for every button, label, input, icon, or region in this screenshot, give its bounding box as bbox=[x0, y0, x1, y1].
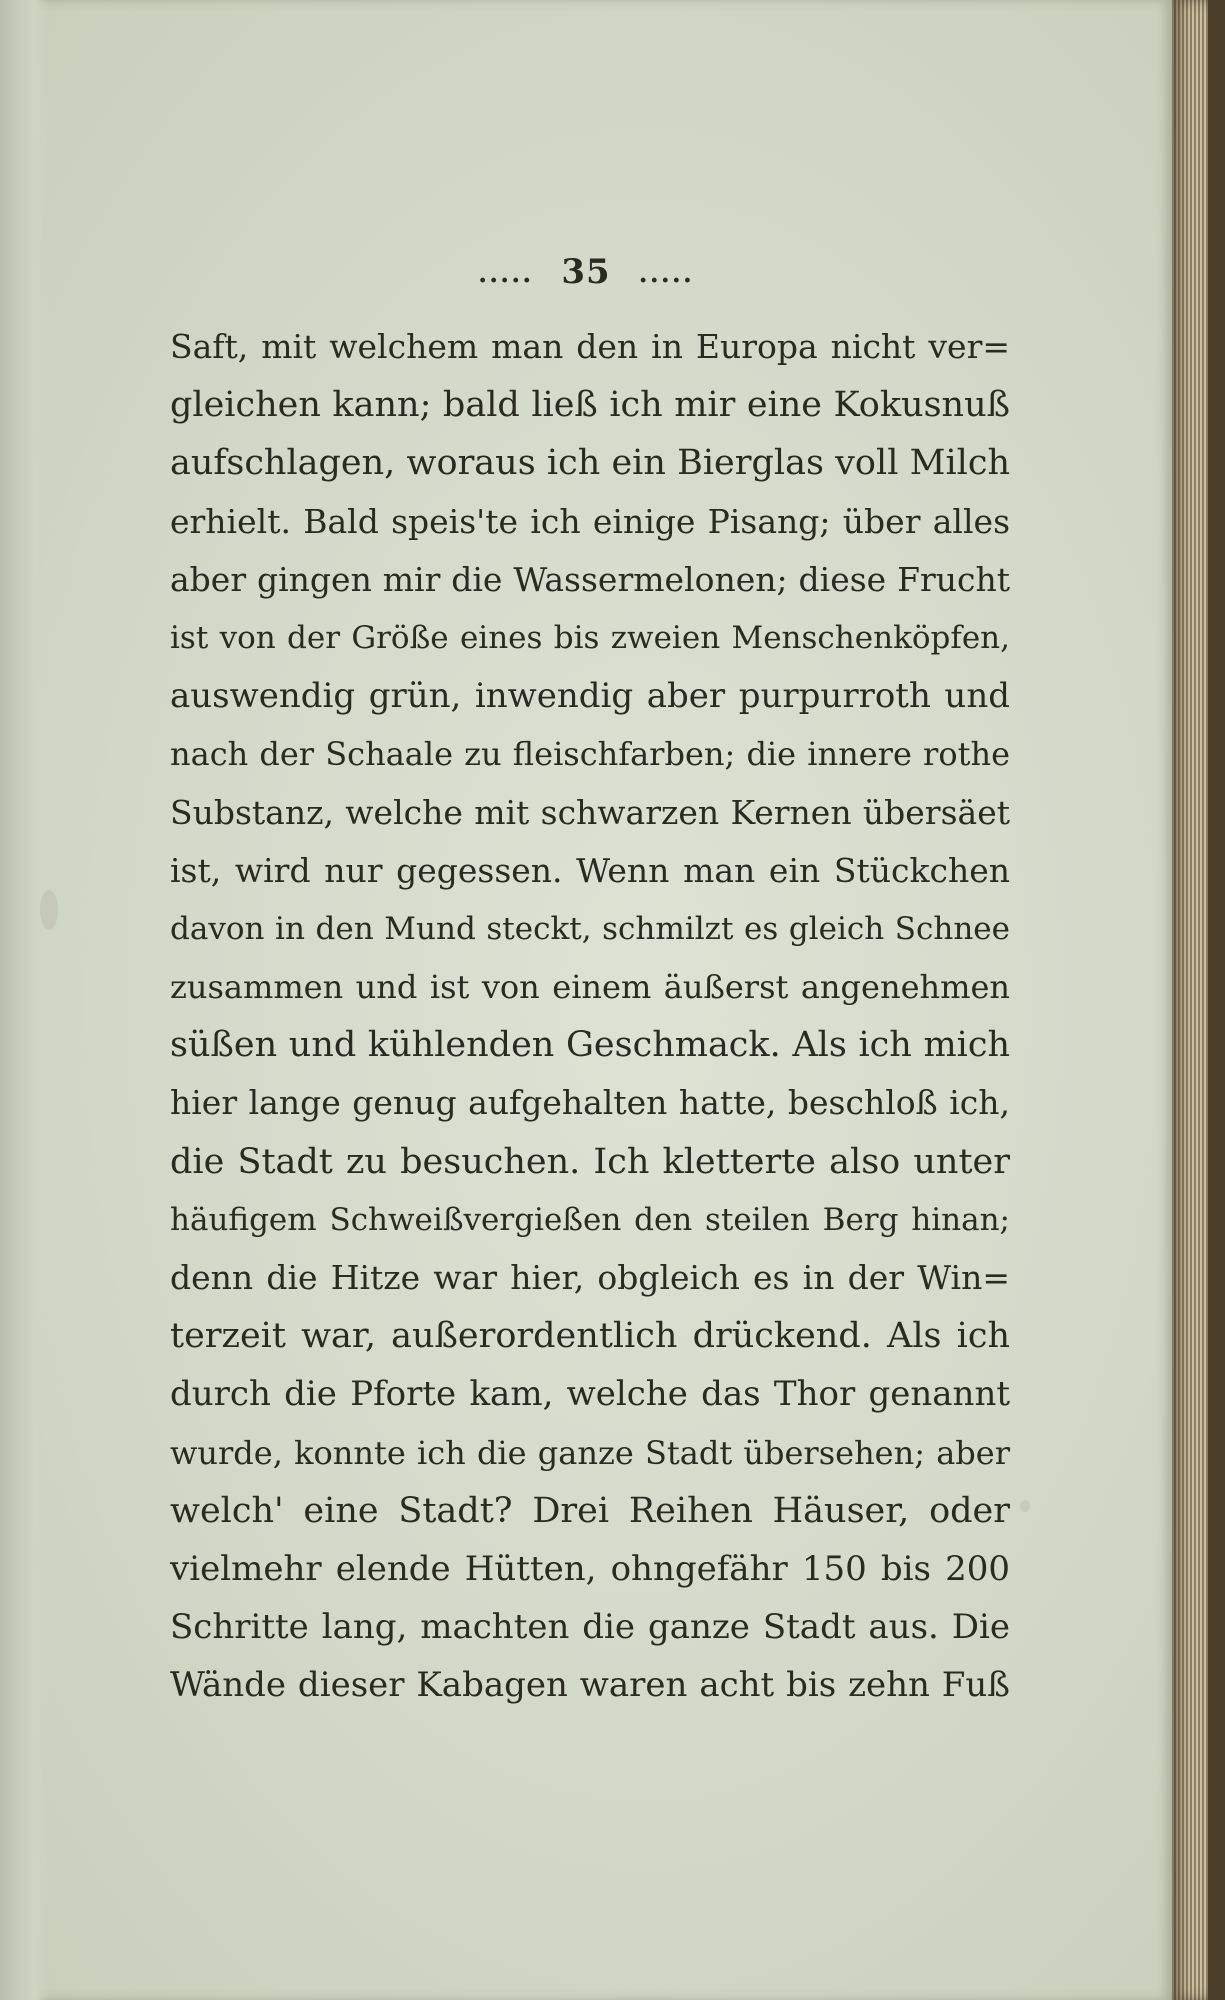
header-right-dots: ..... bbox=[638, 259, 694, 289]
text-line: durch die Pforte kam, welche das Thor genannt bbox=[170, 1374, 1010, 1415]
text-line: terzeit war, außerordentlich drückend. Als ich bbox=[170, 1316, 1010, 1357]
text-line: Saft, mit welchem man den in Europa nicht ver= bbox=[170, 327, 1010, 366]
text-line: süßen und kühlenden Geschmack. Als ich mich bbox=[170, 1025, 1010, 1066]
header-left-dots: ..... bbox=[478, 259, 534, 289]
page-smudge bbox=[40, 890, 58, 930]
text-line: hier lange genug aufgehalten hatte, beschloß ich, bbox=[170, 1083, 1010, 1123]
text-line: wurde, konnte ich die ganze Stadt übersehen; aber bbox=[170, 1433, 1010, 1472]
text-line: die Stadt zu besuchen. Ich kletterte also unter bbox=[170, 1141, 1010, 1182]
text-line: davon in den Mund steckt, schmilzt es gleich Schnee bbox=[170, 910, 1010, 947]
text-line: ist von der Größe eines bis zweien Menschenköpfen, bbox=[170, 619, 1010, 656]
body-text bbox=[170, 318, 1010, 1715]
text-line: welch' eine Stadt? Drei Reihen Häuser, oder bbox=[170, 1490, 1010, 1531]
text-line: denn die Hitze war hier, obgleich es in der Win= bbox=[170, 1258, 1010, 1297]
text-line: auswendig grün, inwendig aber purpurroth und bbox=[170, 676, 1010, 717]
book-cover-edge bbox=[1208, 0, 1225, 2000]
page-header bbox=[0, 252, 1172, 292]
page-number: 35 bbox=[561, 252, 611, 292]
text-line: Wände dieser Kabagen waren acht bis zehn Fuß bbox=[170, 1665, 1010, 1706]
page-gutter bbox=[0, 0, 48, 2000]
text-line: zusammen und ist von einem äußerst angenehmen bbox=[170, 968, 1010, 1007]
text-line: gleichen kann; bald ließ ich mir eine Kokusnuß bbox=[170, 385, 1010, 426]
text-line: Substanz, welche mit schwarzen Kernen übersäet bbox=[170, 792, 1010, 832]
text-line: Schritte lang, machten die ganze Stadt aus. Die bbox=[170, 1607, 1010, 1648]
text-line: vielmehr elende Hütten, ohngefähr 150 bis 200 bbox=[170, 1548, 1010, 1589]
text-line: aufschlagen, woraus ich ein Bierglas voll Milch bbox=[170, 443, 1010, 484]
text-line: nach der Schaale zu fleischfarben; die innere rothe bbox=[170, 735, 1010, 774]
text-line: ist, wird nur gegessen. Wenn man ein Stückchen bbox=[170, 850, 1010, 890]
text-line: aber gingen mir die Wassermelonen; diese Frucht bbox=[170, 559, 1010, 599]
page-smudge bbox=[1020, 1500, 1030, 1512]
text-line: erhielt. Bald speis'te ich einige Pisang; über alles bbox=[170, 501, 1010, 541]
text-line: häufigem Schweißvergießen den steilen Berg hinan; bbox=[170, 1201, 1010, 1238]
